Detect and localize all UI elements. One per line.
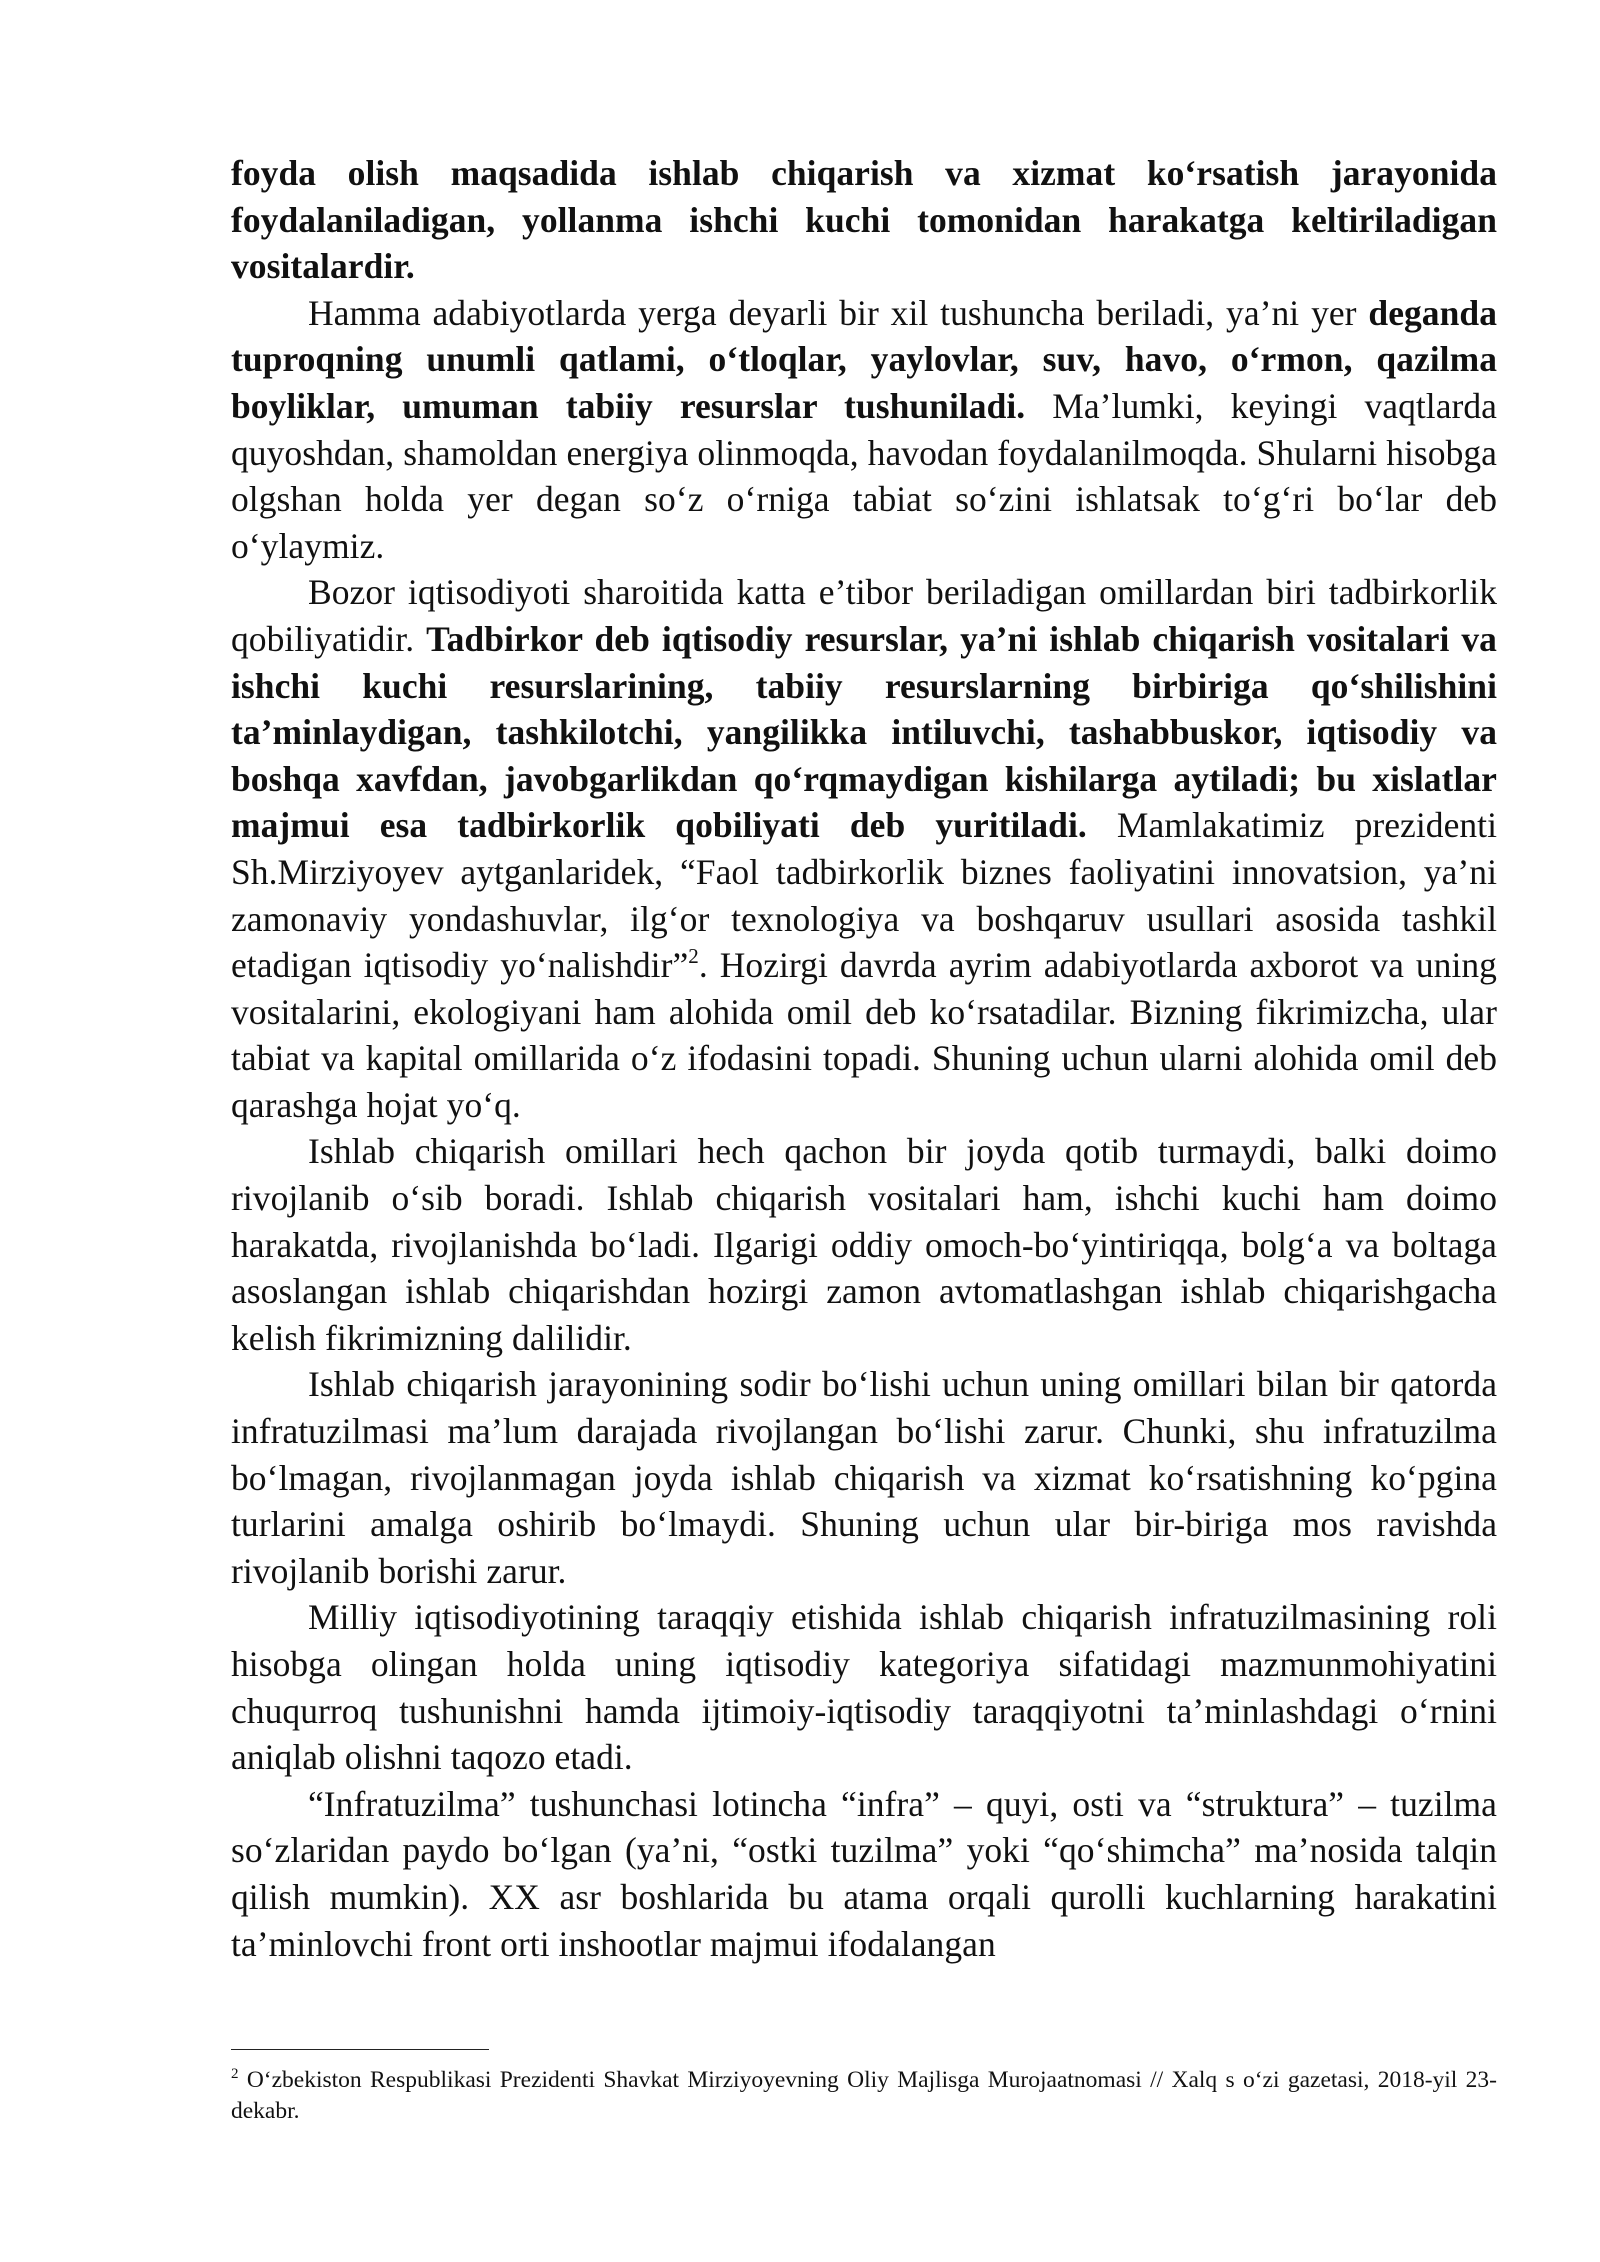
text-span: Mamlakatimiz prezidenti Sh.Mirziyoyev aytganlaridek, “Faol tadbirkorlik biznes faoliyatini innovatsion, ya’ni zamonaviy yondashuvlar, ilgʻor texnologiya va boshqaruv usullari asosida tashkil etadigan iqtisodiy yoʻnalishdir” [231,805,1498,986]
body-text [231,150,1497,1967]
paragraph [231,569,1497,1128]
footnote-text: Oʻzbekiston Respublikasi Prezidenti Shavkat Mirziyoyevning Oliy Majlisga Murojaatnomasi // Xalq s oʻzi gazetasi, 2018-yil 23-dekabr. [231,2067,1497,2124]
footnote-mark: 2 [231,2066,239,2082]
document-page [231,150,1497,1967]
text-span: Milliy iqtisodiyotining taraqqiy etishida ishlab chiqarish infratuzilmasining roli hisobga olingan holda uning iqtisodiy kategoriya sifatidagi mazmunmohiyatini chuqurroq tushunishni hamda ijtimoiy-iqtisodiy taraqqiyotni ta’minlashdagi oʻrnini aniqlab olishni taqozo etadi. [231,1597,1497,1778]
bold-text-span: foyda olish maqsadida ishlab chiqarish va xizmat koʻrsatish jarayonida foydalaniladigan, yollanma ishchi kuchi tomonidan harakatga keltiriladigan vositalardir. [231,153,1497,287]
paragraph [231,1361,1497,1594]
footnote-separator [231,2049,489,2050]
paragraph [231,290,1497,570]
text-span: “Infratuzilma” tushunchasi lotincha “infra” – quyi, osti va “struktura” – tuzilma soʻzlaridan paydo boʻlgan (ya’ni, “ostki tuzilma” yoki “qoʻshimcha” ma’nosida talqin qilish mumkin). XX asr boshlarida bu atama orqali qurolli kuchlarning harakatini ta’minlovchi front orti inshootlar majmui ifodalangan [231,1783,1497,1964]
bold-text-span: Tadbirkor deb iqtisodiy resurslar, ya’ni ishlab chiqarish vositalari va ishchi kuchi resurslarining, tabiiy resurslarning birbiriga qoʻshilishini ta’minlaydigan, tashkilotchi, yangilikka intiluvchi, tashabbuskor, iqtisodiy va boshqa xavfdan, javobgarlikdan qoʻrqmaydigan kishilarga aytiladi; bu xislatlar majmui esa tadbirkorlik qobiliyati deb yuritiladi. [231,618,1497,846]
footnote [231,2065,1497,2127]
text-span: Ma’lumki, keyingi vaqtlarda quyoshdan, shamoldan energiya olinmoqda, havodan foydalanilmoqda. Shularni hisobga olgshan holda yer degan soʻz oʻrniga tabiat soʻzini ishlatsak toʻgʻri boʻlar deb oʻylaymiz. [231,385,1497,566]
text-span: Ishlab chiqarish omillari hech qachon bir joyda qotib turmaydi, balki doimo rivojlanib oʻsib boradi. Ishlab chiqarish vositalari ham, ishchi kuchi ham doimo harakatda, rivojlanishda boʻladi. Ilgarigi oddiy omoch-boʻyintiriqqa, bolgʻa va boltaga asoslangan ishlab chiqarishdan hozirgi zamon avtomatlashgan ishlab chiqarishgacha kelish fikrimizning dalilidir. [231,1131,1497,1358]
text-span: Bozor iqtisodiyoti sharoitida katta e’tibor beriladigan omillardan biri tadbirkorlik qobiliyatidir. [231,572,1497,659]
text-span: . Hozirgi davrda ayrim adabiyotlarda axborot va uning vositalarini, ekologiyani ham alohida omil deb koʻrsatadilar. Bizning fikrimizcha, ular tabiat va kapital omillarida oʻz ifodasini topadi. Shuning uchun ularni alohida omil deb qarashga hojat yoʻq. [231,945,1497,1125]
bold-text-span: deganda tuproqning unumli qatlami, oʻtloqlar, yaylovlar, suv, havo, oʻrmon, qazilma boyliklar, umuman tabiiy resurslar tushuniladi. [231,292,1497,426]
paragraph [231,1781,1497,1967]
text-span: Ishlab chiqarish jarayonining sodir boʻlishi uchun uning omillari bilan bir qatorda infratuzilmasi ma’lum darajada rivojlangan boʻlishi zarur. Chunki, shu infratuzilma boʻlmagan, rivojlanmagan joyda ishlab chiqarish va xizmat koʻrsatishning koʻpgina turlarini amalga oshirib boʻlmaydi. Shuning uchun ular bir-biriga mos ravishda rivojlanib borishi zarur. [231,1364,1497,1591]
paragraph [231,150,1497,290]
paragraph [231,1128,1497,1361]
paragraph [231,1594,1497,1780]
text-span: Hamma adabiyotlarda yerga deyarli bir xil tushuncha beriladi, ya’ni yer [308,292,1369,333]
footnote-reference: 2 [688,944,699,969]
